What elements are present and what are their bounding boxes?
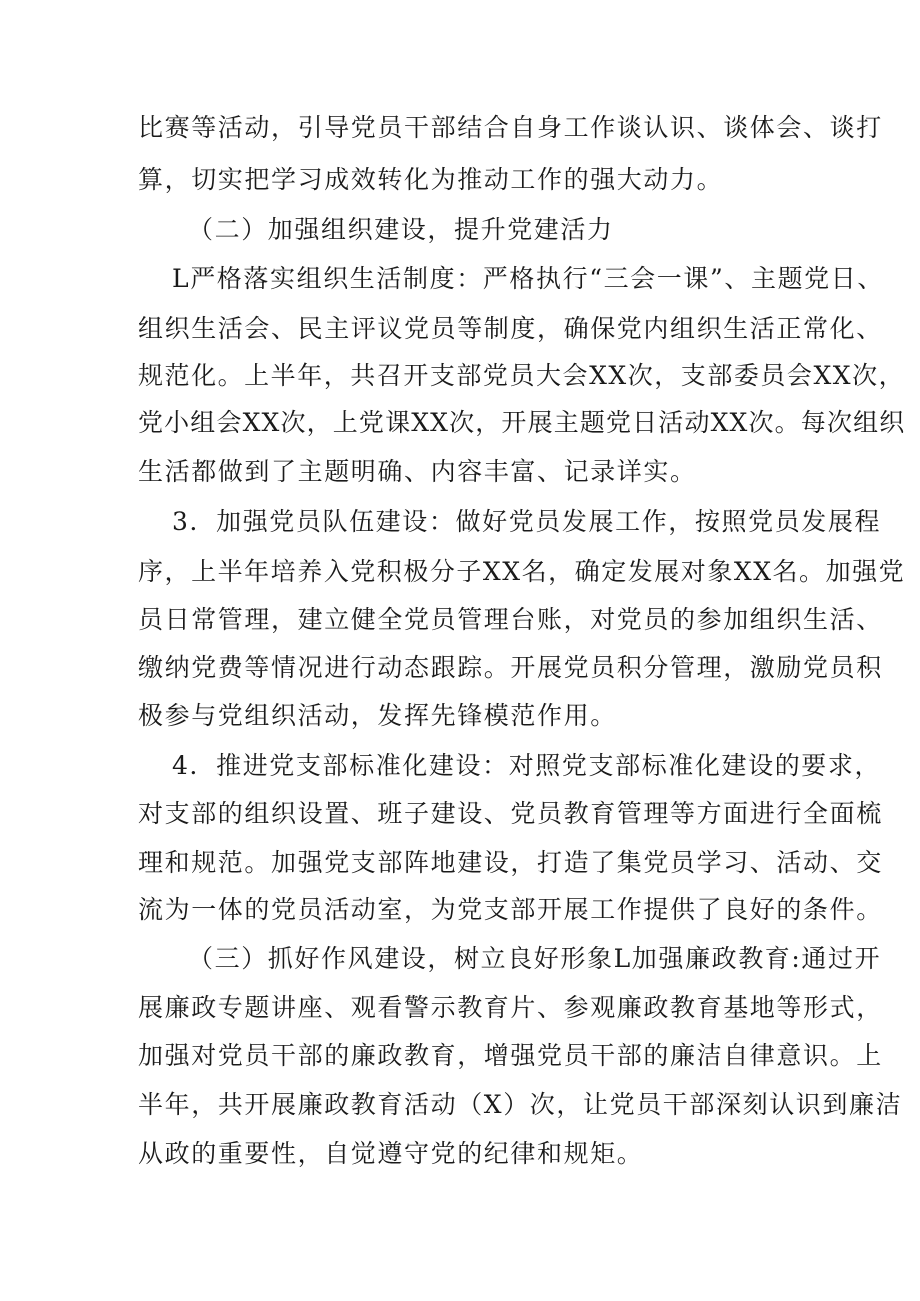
text-line: 极参与党组织活动，发挥先锋模范作用。 xyxy=(138,701,617,730)
text-line: 4．推进党支部标准化建设：对照党支部标准化建设的要求， xyxy=(172,751,882,780)
text-line: 理和规范。加强党支部阵地建设，打造了集党员学习、活动、交 xyxy=(138,848,883,877)
text-line: 加强对党员干部的廉政教育，增强党员干部的廉洁自律意识。上 xyxy=(138,1041,883,1070)
text-line: 缴纳党费等情况进行动态跟踪。开展党员积分管理，激励党员积 xyxy=(138,653,883,682)
text-line: 对支部的组织设置、班子建设、党员教育管理等方面进行全面梳 xyxy=(138,799,883,828)
text-line: 规范化。上半年，共召开支部党员大会XX次，支部委员会XX次， xyxy=(138,361,906,390)
text-line: 半年，共开展廉政教育活动（X）次，让党员干部深刻认识到廉洁 xyxy=(138,1090,903,1119)
text-line: 从政的重要性，自觉遵守党的纪律和规矩。 xyxy=(138,1139,644,1168)
text-line: 3．加强党员队伍建设：做好党员发展工作，按照党员发展程 xyxy=(172,507,882,536)
text-line: L严格落实组织生活制度：严格执行“三会一课”、主题党日、 xyxy=(172,264,884,293)
text-line: 员日常管理，建立健全党员管理台账，对党员的参加组织生活、 xyxy=(138,605,883,634)
text-line: 流为一体的党员活动室，为党支部开展工作提供了良好的条件。 xyxy=(138,895,883,924)
section-heading: （二）加强组织建设，提升党建活力 xyxy=(188,215,614,244)
text-line: 展廉政专题讲座、观看警示教育片、参观廉政教育基地等形式， xyxy=(138,993,883,1022)
text-line: 生活都做到了主题明确、内容丰富、记录详实。 xyxy=(138,457,697,486)
text-line: 比赛等活动，引导党员干部结合自身工作谈认识、谈体会、谈打 xyxy=(138,113,883,142)
text-line: 算，切实把学习成效转化为推动工作的强大动力。 xyxy=(138,165,724,194)
text-line: 党小组会XX次，上党课XX次，开展主题党日活动XX次。每次组织 xyxy=(138,408,906,437)
text-line: 序，上半年培养入党积极分子XX名，确定发展对象XX名。加强党 xyxy=(138,557,906,586)
text-line: （三）抓好作风建设，树立良好形象L加强廉政教育:通过开 xyxy=(188,944,882,973)
text-line: 组织生活会、民主评议党员等制度，确保党内组织生活正常化、 xyxy=(138,314,883,343)
